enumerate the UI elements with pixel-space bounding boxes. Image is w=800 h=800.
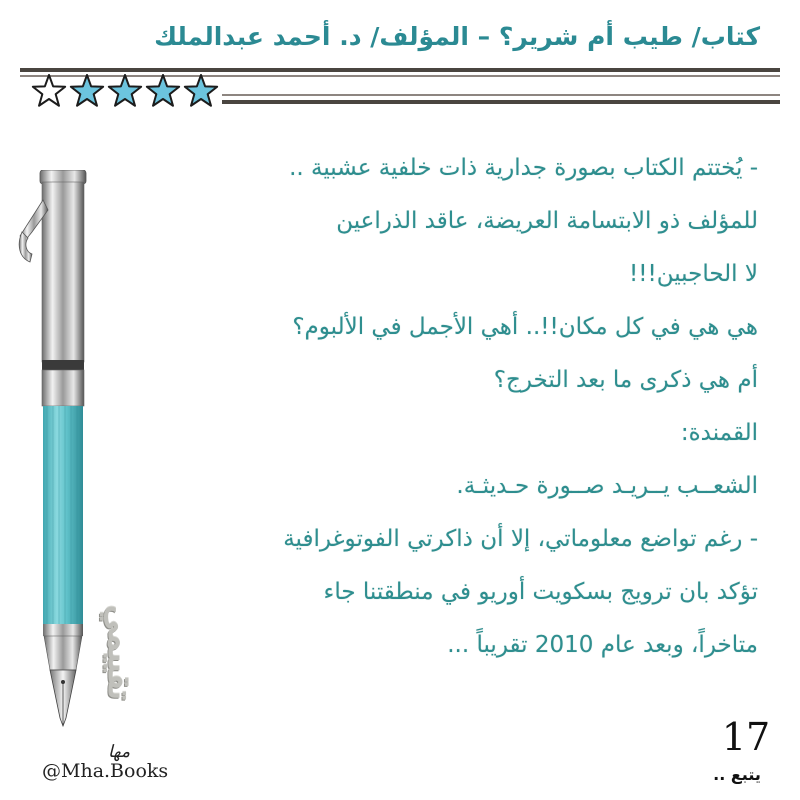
header-rule-bottom (222, 100, 780, 104)
vertical-signature: تقييمي (100, 605, 140, 701)
text-line: - يُختتم الكتاب بصورة جدارية ذات خلفية عشبية .. (289, 155, 758, 181)
star-rating-graphic (30, 70, 230, 110)
star-filled-icon (71, 75, 103, 106)
page-number: 17 (721, 715, 771, 759)
header-rule-bottom-thin (222, 94, 780, 96)
review-text (138, 142, 758, 672)
text-line: تؤكد بان ترويج بسكويت أوريو في منطقتنا جاء (323, 579, 758, 605)
star-filled-icon (185, 75, 217, 106)
text-line: القمندة: (680, 420, 758, 446)
star-empty-icon (33, 75, 65, 106)
text-line: أم هي ذكرى ما بعد التخرج؟ (493, 367, 758, 393)
text-line: لا الحاجبين!!! (629, 261, 758, 287)
star-rating (30, 70, 230, 110)
author-signature: مها (108, 742, 131, 762)
star-filled-icon (147, 75, 179, 106)
text-line: للمؤلف ذو الابتسامة العريضة، عاقد الذراعين (336, 208, 758, 234)
page-title: كتاب/ طيب أم شرير؟ – المؤلف/ د. أحمد عبدالملك (154, 22, 760, 51)
star-filled-icon (109, 75, 141, 106)
text-line: الشعــب يــريـد صــورة حـديثـة. (456, 473, 758, 499)
continued-label: يتبع .. (713, 765, 761, 784)
text-line: هي هي في كل مكان!!.. أهي الأجمل في الألبوم؟ (292, 314, 758, 340)
text-line: متاخراً، وبعد عام 2010 تقريباً ... (447, 632, 758, 658)
text-line: - رغم تواضع معلوماتي، إلا أن ذاكرتي الفوتوغرافية (283, 526, 758, 552)
social-handle: @Mha.Books (42, 760, 169, 782)
